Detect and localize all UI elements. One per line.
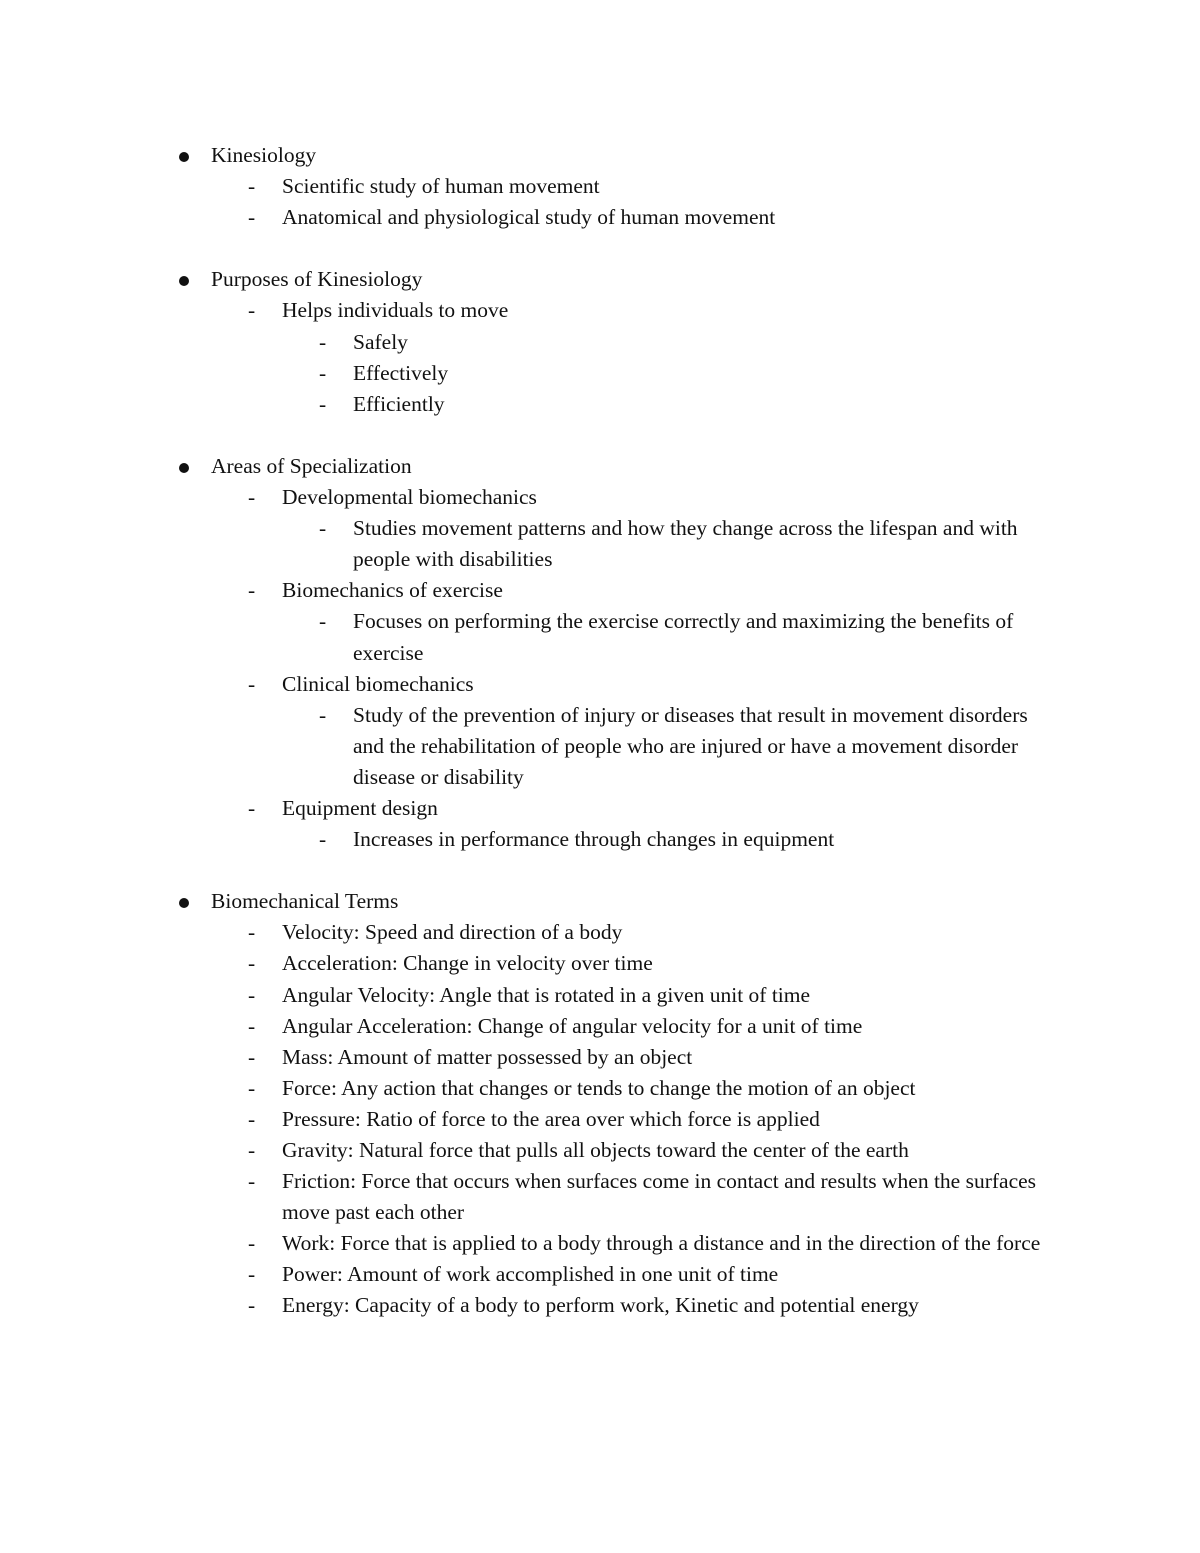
sub-list-item — [0, 358, 1058, 389]
list-item — [0, 1290, 1072, 1321]
dash-marker: - — [248, 174, 256, 199]
notes-outline — [0, 140, 1200, 1353]
dash-marker: - — [248, 1231, 256, 1256]
list-item — [0, 948, 1072, 979]
dash-marker: - — [248, 578, 256, 603]
list-item — [0, 295, 1072, 326]
list-item — [0, 1166, 1072, 1228]
list-item-text: Scientific study of human movement — [282, 174, 600, 199]
dash-marker: - — [248, 1169, 256, 1194]
list-item — [0, 980, 1072, 1011]
sub-list-item-text: Study of the prevention of injury or diseases that result in movement disorders and the rehabilitation of people who are injured or have a movement disorder disease or disability — [353, 702, 1028, 789]
outline-section — [0, 264, 1200, 419]
section-heading — [0, 264, 1200, 295]
sub-list-item — [0, 327, 1058, 358]
sub-list-item-text: Focuses on performing the exercise correctly and maximizing the benefits of exercise — [353, 609, 1014, 665]
list-item — [0, 202, 1072, 233]
list-item — [0, 669, 1072, 700]
list-item-text: Developmental biomechanics — [282, 485, 537, 510]
sub-list-item-text: Efficiently — [353, 391, 445, 416]
section-heading — [0, 140, 1200, 171]
dash-marker: - — [248, 1138, 256, 1162]
dash-marker: - — [248, 1293, 256, 1318]
dash-marker: - — [248, 485, 256, 510]
list-item-text: Equipment design — [282, 795, 438, 820]
list-item — [0, 917, 1072, 948]
list-item — [0, 1104, 1072, 1135]
outline-section — [0, 886, 1200, 1321]
list-item-text: Mass: Amount of matter possessed by an object — [282, 1044, 693, 1069]
list-item-text: Angular Acceleration: Change of angular velocity for a unit of time — [282, 1013, 863, 1038]
dash-marker: - — [248, 920, 256, 945]
dash-marker: - — [248, 1075, 256, 1100]
dash-marker: - — [319, 609, 327, 634]
bullet-dot-icon — [179, 898, 189, 908]
sub-list-item-text: Effectively — [353, 360, 449, 385]
list-item — [0, 575, 1072, 606]
list-item — [0, 1073, 1072, 1104]
dash-marker: - — [248, 982, 256, 1007]
dash-marker: - — [319, 827, 327, 852]
list-item — [0, 793, 1072, 824]
bullet-dot-icon — [179, 276, 189, 286]
list-item-text: Velocity: Speed and direction of a body — [282, 920, 623, 945]
dash-marker: - — [248, 205, 256, 230]
dash-marker: - — [319, 329, 327, 354]
list-item — [0, 171, 1072, 202]
list-item-text: Pressure: Ratio of force to the area over which force is applied — [282, 1106, 820, 1131]
list-item-text: Angular Velocity: Angle that is rotated in a given unit of time — [282, 982, 811, 1007]
bullet-dot-icon — [179, 463, 189, 473]
dash-marker: - — [248, 298, 256, 323]
sub-list-item — [0, 700, 1058, 793]
list-item-text: Acceleration: Change in velocity over time — [282, 951, 653, 976]
sub-list-item — [0, 513, 1058, 575]
sub-list-item-text: Safely — [353, 329, 408, 354]
section-heading — [0, 886, 1200, 917]
dash-marker: - — [319, 360, 327, 385]
bullet-dot-icon — [179, 152, 189, 162]
dash-marker: - — [248, 1044, 256, 1069]
dash-marker: - — [319, 702, 327, 727]
list-item-text: Gravity: Natural force that pulls all objects toward the center of the earth — [282, 1138, 909, 1162]
list-item — [0, 1228, 1072, 1259]
outline-section — [0, 451, 1200, 855]
list-item — [0, 1259, 1072, 1290]
list-item-text: Biomechanics of exercise — [282, 578, 503, 603]
dash-marker: - — [248, 1106, 256, 1131]
list-item-text: Power: Amount of work accomplished in one unit of time — [282, 1262, 779, 1287]
sub-list-item — [0, 824, 1058, 855]
dash-marker: - — [248, 671, 256, 696]
sub-list-item — [0, 606, 1058, 668]
dash-marker: - — [248, 951, 256, 976]
dash-marker: - — [319, 391, 327, 416]
list-item-text: Energy: Capacity of a body to perform work, Kinetic and potential energy — [282, 1293, 919, 1318]
list-item-text: Friction: Force that occurs when surfaces come in contact and results when the surfaces move past each other — [282, 1169, 1037, 1225]
section-heading-text: Purposes of Kinesiology — [211, 267, 423, 292]
list-item-text: Force: Any action that changes or tends to change the motion of an object — [282, 1075, 916, 1100]
list-item — [0, 1011, 1072, 1042]
section-heading-text: Biomechanical Terms — [211, 889, 399, 914]
list-item — [0, 482, 1072, 513]
section-heading-text: Areas of Specialization — [211, 453, 412, 478]
dash-marker: - — [248, 1262, 256, 1287]
list-item — [0, 1135, 1072, 1166]
list-item-text: Anatomical and physiological study of human movement — [282, 205, 776, 230]
section-heading-text: Kinesiology — [211, 143, 317, 167]
list-item-text: Clinical biomechanics — [282, 671, 474, 696]
dash-marker: - — [248, 1013, 256, 1038]
outline-section — [0, 140, 1200, 233]
list-item — [0, 1042, 1072, 1073]
list-item-text: Helps individuals to move — [282, 298, 509, 323]
dash-marker: - — [248, 795, 256, 820]
sub-list-item-text: Increases in performance through changes in equipment — [353, 827, 835, 852]
sub-list-item — [0, 389, 1058, 420]
dash-marker: - — [319, 516, 327, 541]
sub-list-item-text: Studies movement patterns and how they change across the lifespan and with people with disabilities — [353, 516, 1018, 572]
list-item-text: Work: Force that is applied to a body through a distance and in the direction of the force — [282, 1231, 1041, 1256]
section-heading — [0, 451, 1200, 482]
